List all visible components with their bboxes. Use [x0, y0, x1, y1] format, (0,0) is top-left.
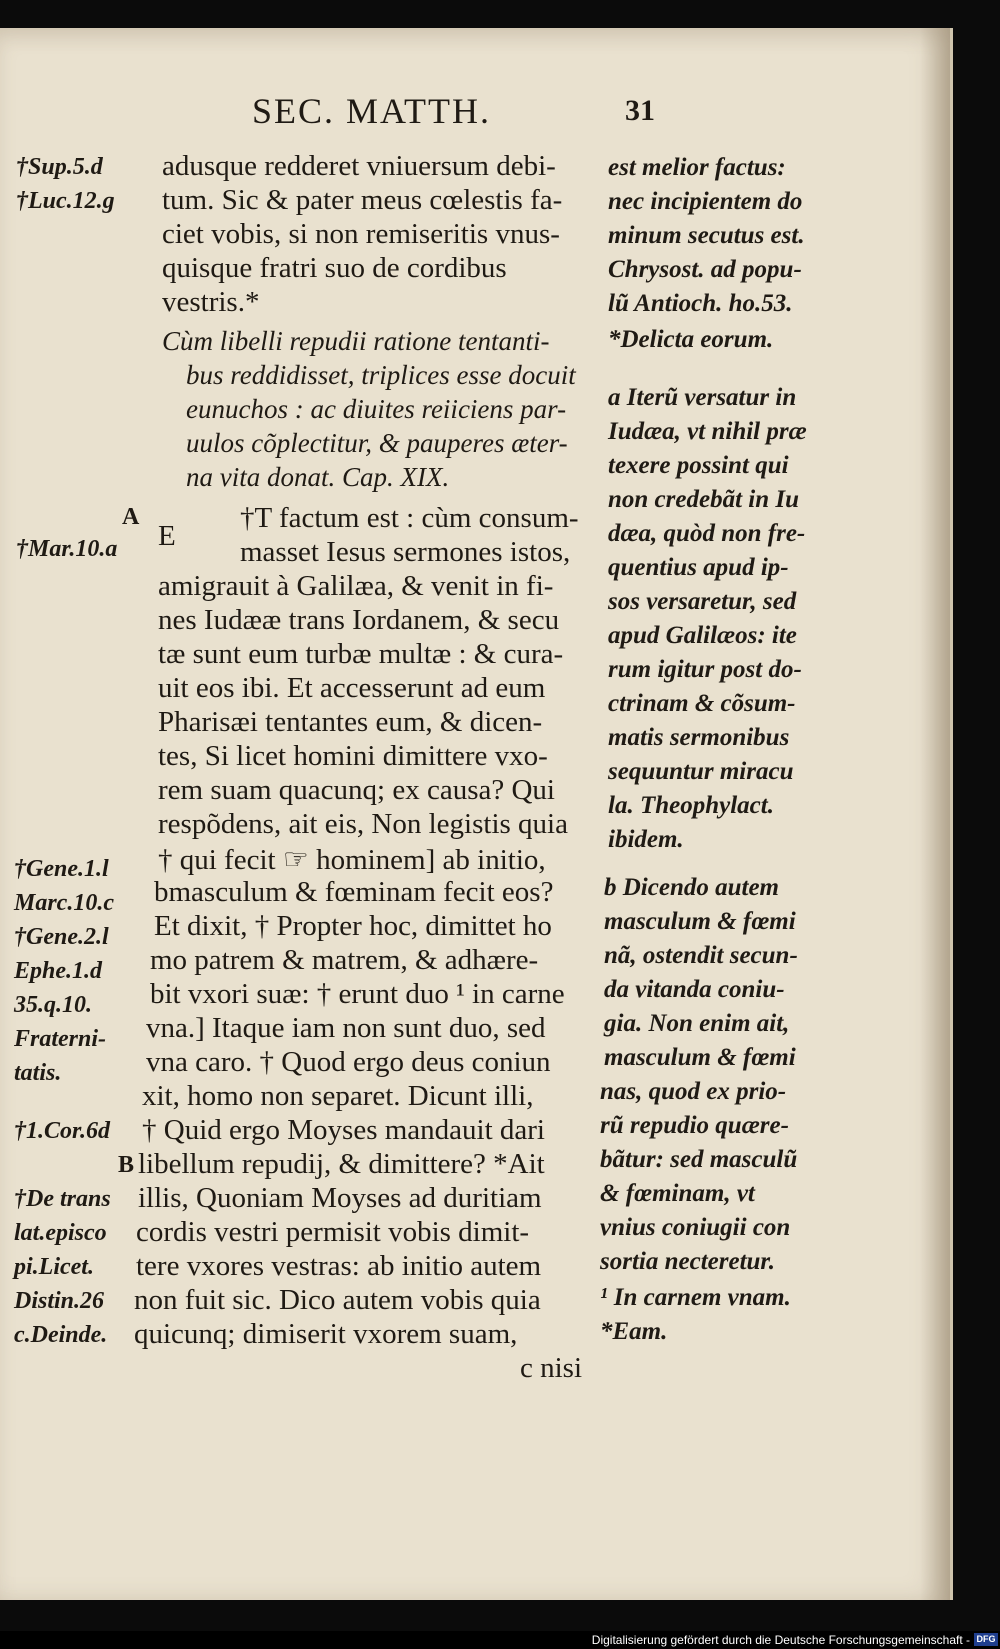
text-line: quisque fratri suo de cordibus — [162, 252, 507, 284]
digitization-footer — [0, 1631, 1000, 1649]
gloss-line: nã, ostendit secun- — [604, 942, 798, 969]
page-number: 31 — [625, 94, 655, 127]
gloss-line: dæa, quòd non fre- — [608, 520, 806, 547]
margin-note: †Sup.5.d — [16, 154, 103, 180]
chapter-summary-line: eunuchos : ac diuites reiiciens par- — [186, 394, 567, 424]
text-line: tæ sunt eum turbæ multæ : & cura- — [158, 638, 564, 670]
text-line: amigrauit à Galilæa, & venit in fi- — [158, 570, 554, 602]
book-page — [0, 28, 953, 1600]
gloss-line: Iudæa, vt nihil præ — [608, 418, 807, 445]
text-line: nes Iudææ trans Iordanem, & secu — [158, 604, 560, 636]
text-line: tes, Si licet homini dimittere vxo- — [158, 740, 548, 772]
gloss-line: ctrinam & cõsum- — [608, 690, 796, 717]
page-edge-shadow — [920, 28, 950, 1600]
gloss-line: bãtur: sed masculũ — [600, 1146, 798, 1173]
margin-note: †1.Cor.6d — [14, 1118, 111, 1144]
text-line: libellum repudij, & dimittere? *Ait — [138, 1148, 545, 1180]
text-line: illis, Quoniam Moyses ad duritiam — [138, 1182, 542, 1214]
margin-note: Distin.26 — [14, 1288, 105, 1314]
gloss-line: quentius apud ip- — [608, 554, 789, 581]
section-letter-a: A — [122, 504, 140, 530]
gloss-line: rum igitur post do- — [608, 656, 802, 683]
text-line: rem suam quacunq; ex causa? Qui — [158, 774, 555, 806]
gloss-line: vnius coniugii con — [600, 1214, 791, 1241]
gloss-line: masculum & fœmi — [604, 908, 796, 935]
running-title: SEC. MATTH. — [252, 91, 492, 131]
gloss-line: nec incipientem do — [608, 188, 803, 215]
catchword: c nisi — [520, 1352, 583, 1384]
margin-note: lat.episco — [14, 1220, 107, 1246]
text-line: †T factum est : cùm consum- — [240, 502, 579, 534]
dfg-logo: DFG — [974, 1633, 998, 1646]
text-line: non fuit sic. Dico autem vobis quia — [134, 1284, 541, 1316]
gloss-line: *Delicta eorum. — [608, 326, 774, 353]
gloss-line: sequuntur miracu — [608, 758, 794, 785]
margin-note: Ephe.1.d — [14, 958, 103, 984]
gloss-line: *Eam. — [600, 1318, 668, 1345]
chapter-summary-line: bus reddidisset, triplices esse docuit — [186, 360, 576, 390]
margin-note: 35.q.10. — [14, 992, 92, 1018]
text-line: ciet vobis, si non remiseritis vnus- — [162, 218, 560, 250]
margin-note: tatis. — [14, 1060, 62, 1086]
text-line: tum. Sic & pater meus cœlestis fa- — [162, 184, 563, 216]
gloss-line: ¹ In carnem vnam. — [600, 1284, 791, 1311]
chapter-summary-line: uulos cõplectitur, & pauperes æter- — [186, 428, 568, 458]
text-line: xit, homo non separet. Dicunt illi, — [142, 1080, 534, 1112]
gloss-line: & fœminam, vt — [600, 1180, 755, 1207]
gloss-line: a Iterũ versatur in — [608, 384, 797, 411]
gloss-line: minum secutus est. — [608, 222, 805, 249]
section-letter-b: B — [118, 1152, 135, 1178]
text-line: adusque redderet vniuersum debi- — [162, 150, 556, 182]
gloss-line: lũ Antioch. ho.53. — [608, 290, 793, 317]
gloss-line: sortia necteretur. — [600, 1248, 776, 1275]
footer-credit-text: Digitalisierung gefördert durch die Deutsche Forschungsgemeinschaft - — [591, 1633, 970, 1647]
text-line: respõdens, ait eis, Non legistis quia — [158, 808, 568, 840]
margin-note: pi.Licet. — [14, 1254, 94, 1280]
gloss-line: texere possint qui — [608, 452, 789, 479]
text-line: bmasculum & fœminam fecit eos? — [154, 876, 554, 908]
text-line: uit eos ibi. Et accesserunt ad eum — [158, 672, 546, 704]
gloss-line: apud Galilæos: ite — [608, 622, 797, 649]
drop-cap: E — [158, 520, 176, 552]
text-line: bit vxori suæ: † erunt duo ¹ in carne — [150, 978, 565, 1010]
text-line: Et dixit, † Propter hoc, dimittet ho — [154, 910, 552, 942]
gloss-line: gia. Non enim ait, — [604, 1010, 790, 1037]
margin-note: †De trans — [14, 1186, 111, 1212]
gloss-line: est melior factus: — [608, 154, 786, 181]
text-line: vna.] Itaque iam non sunt duo, sed — [146, 1012, 546, 1044]
margin-note: †Mar.10.a — [16, 536, 118, 562]
text-line: mo patrem & matrem, & adhære- — [150, 944, 539, 976]
text-line: Pharisæi tentantes eum, & dicen- — [158, 706, 543, 738]
gloss-line: matis sermonibus — [608, 724, 790, 751]
text-line: tere vxores vestras: ab initio autem — [136, 1250, 542, 1282]
text-line: † qui fecit ☞ hominem] ab initio, — [158, 844, 546, 876]
gloss-line: da vitanda coniu- — [604, 976, 785, 1003]
text-line: quicunq; dimiserit vxorem suam, — [134, 1318, 518, 1350]
gloss-line: masculum & fœmi — [604, 1044, 796, 1071]
margin-note: †Gene.2.l — [14, 924, 109, 950]
gloss-line: ibidem. — [608, 826, 684, 853]
gloss-line: rũ repudio quære- — [600, 1112, 789, 1139]
gloss-line: non credebãt in Iu — [608, 486, 800, 513]
text-line: vna caro. † Quod ergo deus coniun — [146, 1046, 551, 1078]
text-line: cordis vestri permisit vobis dimit- — [136, 1216, 530, 1248]
margin-note: †Gene.1.l — [14, 856, 109, 882]
gloss-line: la. Theophylact. — [608, 792, 774, 819]
gloss-line: nas, quod ex prio- — [600, 1078, 787, 1105]
chapter-summary-line: na vita donat. Cap. XIX. — [186, 462, 450, 492]
gloss-line: sos versaretur, sed — [608, 588, 797, 615]
gloss-line: b Dicendo autem — [604, 874, 779, 901]
margin-note: c.Deinde. — [14, 1322, 108, 1348]
margin-note: Marc.10.c — [14, 890, 114, 916]
chapter-summary-line: Cùm libelli repudii ratione tentanti- — [162, 326, 550, 356]
gloss-line: Chrysost. ad popu- — [608, 256, 802, 283]
margin-note: †Luc.12.g — [16, 188, 115, 214]
text-line: † Quid ergo Moyses mandauit dari — [142, 1114, 545, 1146]
text-line: vestris.* — [162, 286, 260, 318]
text-line: masset Iesus sermones istos, — [240, 536, 571, 568]
margin-note: Fraterni- — [14, 1026, 107, 1052]
